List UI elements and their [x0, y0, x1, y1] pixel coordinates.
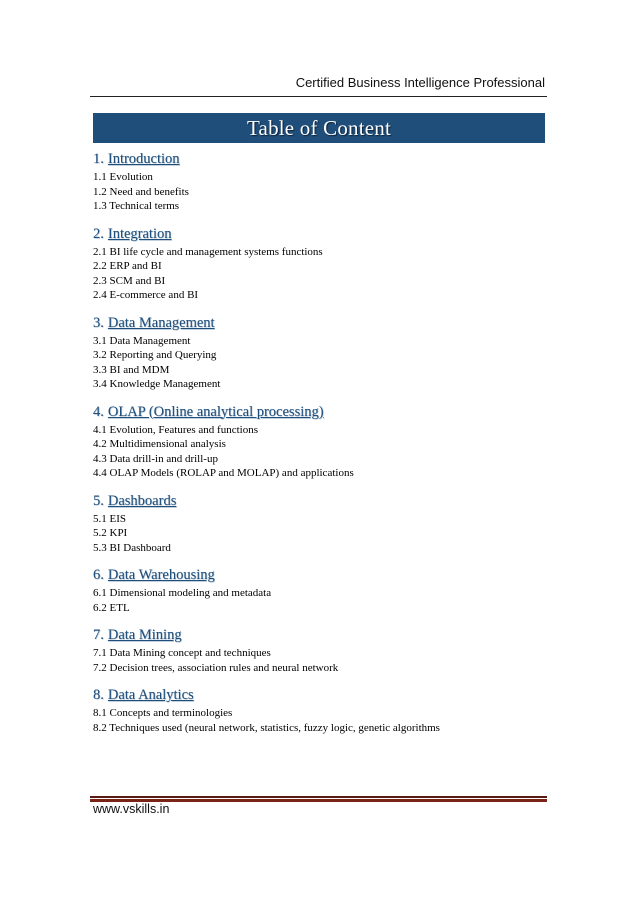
- toc-item: 6.1 Dimensional modeling and metadata: [93, 587, 272, 599]
- section-title-link[interactable]: Data Management: [107, 314, 215, 331]
- section-title-link[interactable]: OLAP (Online analytical processing): [107, 403, 324, 420]
- toc-item: 1.2 Need and benefits: [93, 185, 189, 198]
- toc-section: [93, 686, 548, 735]
- section-heading[interactable]: [93, 686, 548, 704]
- section-heading[interactable]: [93, 492, 548, 510]
- toc-item: 8.1 Concepts and terminologies: [93, 707, 233, 719]
- toc-section: [93, 566, 548, 615]
- footer-divider-thin: [90, 796, 547, 798]
- toc-item: 5.2 KPI: [93, 527, 128, 539]
- toc-item: 7.2 Decision trees, association rules and neural network: [93, 661, 339, 674]
- section-title-link[interactable]: Data Mining: [107, 627, 182, 643]
- section-number: 3.: [93, 314, 104, 331]
- section-number: 7.: [93, 627, 104, 643]
- toc-item: 4.3 Data drill-in and drill-up: [93, 452, 218, 465]
- toc-item: 5.3 BI Dashboard: [93, 541, 171, 554]
- section-title-link[interactable]: Data Warehousing: [107, 567, 215, 583]
- toc-item: 3.1 Data Management: [93, 334, 191, 347]
- page-header: Certified Business Intelligence Professional: [295, 75, 545, 90]
- section-heading[interactable]: [93, 150, 548, 168]
- toc-item: 1.1 Evolution: [93, 171, 153, 183]
- footer-website: www.vskills.in: [93, 802, 170, 816]
- section-title-link[interactable]: Introduction: [107, 151, 180, 167]
- toc-item: 4.4 OLAP Models (ROLAP and MOLAP) and applications: [93, 467, 354, 479]
- toc-item: 8.2 Techniques used (neural network, statistics, fuzzy logic, genetic algorithms: [93, 721, 440, 734]
- toc-section: [93, 225, 548, 303]
- table-of-contents: [93, 150, 548, 746]
- toc-item: 3.3 BI and MDM: [93, 363, 170, 376]
- section-number: 4.: [93, 403, 104, 420]
- section-number: 1.: [93, 151, 104, 167]
- toc-section: [93, 150, 548, 214]
- toc-item: 6.2 ETL: [93, 601, 130, 614]
- section-heading[interactable]: [93, 225, 548, 243]
- section-heading[interactable]: [93, 403, 548, 421]
- toc-item: 3.4 Knowledge Management: [93, 378, 221, 390]
- toc-item: 1.3 Technical terms: [93, 200, 180, 212]
- toc-item: 2.4 E-commerce and BI: [93, 289, 199, 301]
- section-heading[interactable]: [93, 626, 548, 644]
- toc-item: 2.2 ERP and BI: [93, 260, 162, 272]
- toc-title-banner: Table of Content: [93, 113, 545, 143]
- toc-item: 2.3 SCM and BI: [93, 274, 166, 287]
- toc-item: 2.1 BI life cycle and management systems functions: [93, 245, 323, 258]
- toc-section: [93, 492, 548, 556]
- section-number: 5.: [93, 492, 104, 509]
- toc-item: 5.1 EIS: [93, 512, 126, 525]
- section-number: 6.: [93, 567, 104, 583]
- section-title-link[interactable]: Data Analytics: [107, 687, 194, 703]
- section-heading[interactable]: [93, 566, 548, 584]
- toc-section: [93, 403, 548, 481]
- toc-item: 7.1 Data Mining concept and techniques: [93, 647, 271, 659]
- header-divider: [90, 96, 547, 97]
- section-number: 2.: [93, 225, 104, 242]
- section-title-link[interactable]: Integration: [107, 225, 172, 242]
- toc-item: 4.2 Multidimensional analysis: [93, 438, 226, 450]
- toc-section: [93, 314, 548, 392]
- toc-item: 4.1 Evolution, Features and functions: [93, 423, 258, 436]
- section-heading[interactable]: [93, 314, 548, 332]
- toc-section: [93, 626, 548, 675]
- section-number: 8.: [93, 687, 104, 703]
- section-title-link[interactable]: Dashboards: [107, 492, 177, 509]
- toc-item: 3.2 Reporting and Querying: [93, 349, 217, 361]
